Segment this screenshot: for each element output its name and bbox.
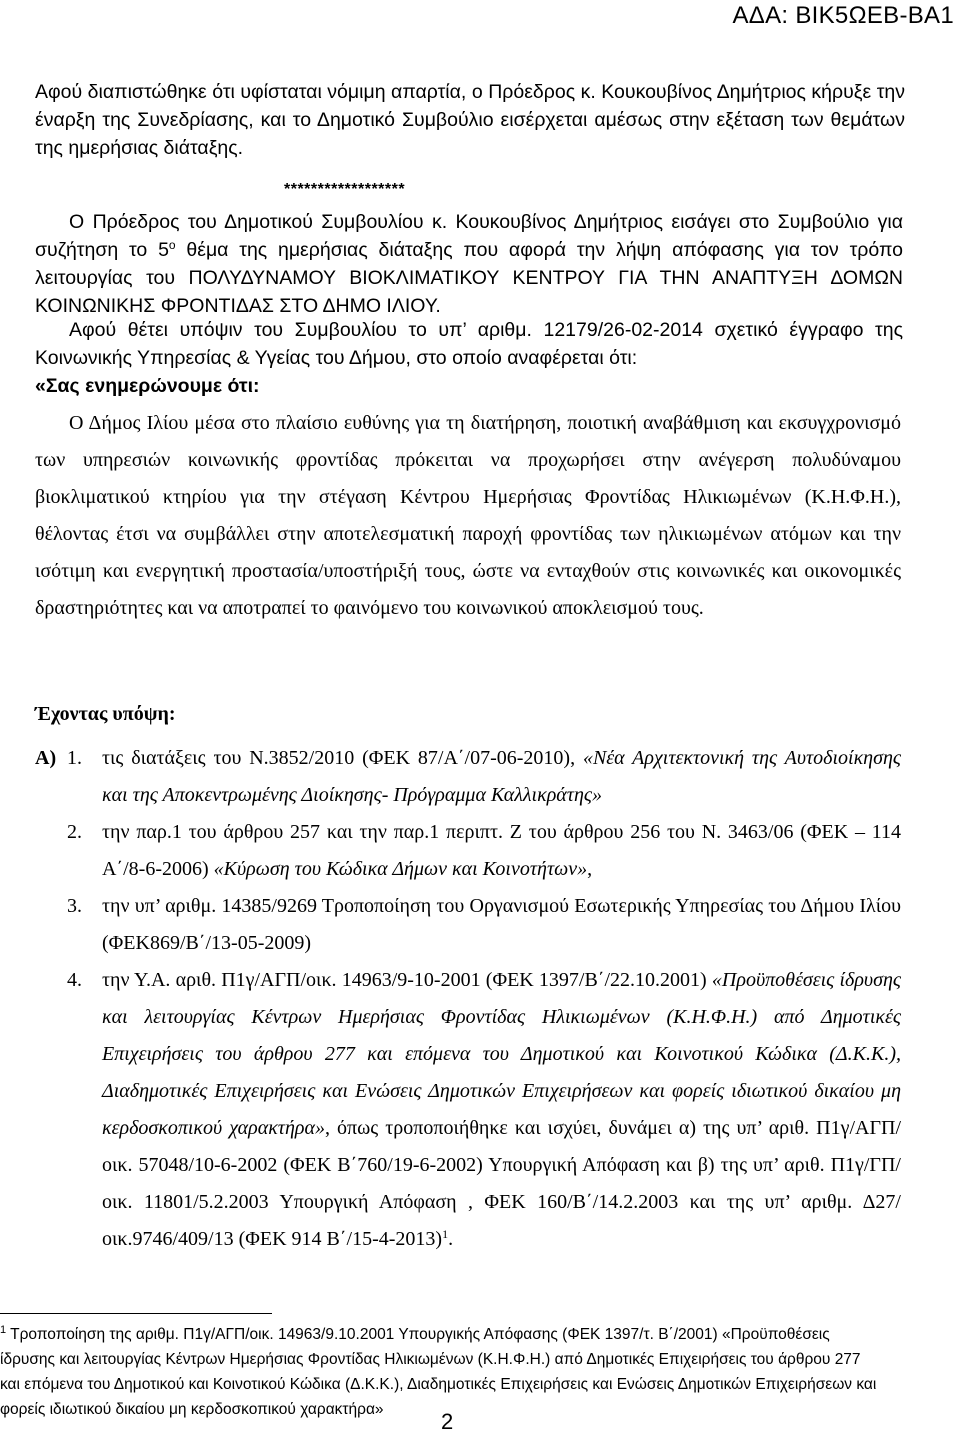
body-text: Ο Δήμος Ιλίου μέσα στο πλαίσιο ευθύνης για τη διατήρηση, ποιοτική αναβάθμιση και εκσυγχρονισμό των υπηρεσιών κοινωνικής φροντίδας πρόκειται να προχωρήσει στην ανέγερση πολυδύναμου βιοκλιματικού κτηρίου για την στέγαση Κέντρου Ημερήσιας Φροντίδας Ηλικιωμένων (Κ.Η.Φ.Η.), θέλοντας έτσι να συμβάλλει στην αποτελεσματική παροχή φροντίδας των ηλικιωμένων ατόμων και την ισότιμη και ενεργητική προστασία/υποστήριξή τους, ώστε να ενταχθούν στις κοινωνικές και οικονομικές δραστηριότητες και να αποτραπεί το φαινόμενο του κοινωνικού αποκλεισμού τους. <box>35 412 901 619</box>
document-reference-text: Αφού θέτει υπόψιν του Συμβουλίου το υπ’ αριθμ. 12179/26-02-2014 σχετικό έγγραφο της Κοινωνικής Υπηρεσίας & Υγείας του Δήμου, στο οποίο αναφέρεται ότι: <box>35 319 903 369</box>
body-paragraph <box>35 405 901 627</box>
list-item-end: . <box>448 1228 454 1250</box>
list-item-text: τις διατάξεις του Ν.3852/2010 (ΦΕΚ 87/Α΄/07-06-2010), <box>102 747 583 769</box>
list-item-tail: , <box>587 858 593 880</box>
ada-code: ΑΔΑ: ΒΙΚ5ΩΕΒ-ΒΑ1 <box>732 2 954 29</box>
separator: ****************** <box>284 181 406 198</box>
list-item <box>35 962 901 1258</box>
ordinal-superscript: ο <box>168 238 176 252</box>
list-item-italic: «Κύρωση του Κώδικα Δήμων και Κοινοτήτων» <box>213 858 588 880</box>
quote-open: «Σας ενημερώνουμε ότι: <box>35 375 260 397</box>
list-item-italic: «Προϋποθέσεις ίδρυσης και λειτουργίας Κέντρων Ημερήσιας Φροντίδας Ηλικιωμένων (Κ.Η.Φ.Η.) από Δημοτικές Επιχειρήσεις του άρθρου 277 και επόμενα του Δημοτικού και Κοινοτικού Κώδικα (Δ.Κ.Κ.), Διαδημοτικές Επιχειρήσεις και Ενώσεις Δημοτικών Επιχειρήσεων και φορείς ιδιωτικού δικαίου μη κερδοσκοπικού χαρακτήρα» <box>102 969 901 1139</box>
list-item <box>35 888 901 962</box>
intro-paragraph <box>35 208 903 320</box>
list-item-text: την Υ.Α. αριθ. Π1γ/ΑΓΠ/οικ. 14963/9-10-2001 (ΦΕΚ 1397/Β΄/22.10.2001) <box>102 969 712 991</box>
list-number: 3. <box>67 895 82 917</box>
list-prefix: Α) <box>35 747 57 769</box>
list-item <box>35 814 901 888</box>
footnote <box>0 1322 880 1422</box>
page-number: 2 <box>441 1409 454 1434</box>
intro-part2: θέμα της ημερήσιας διάταξης που αφορά την λήψη απόφασης για τον τρόπο λειτουργίας του ΠΟΛΥΔΥΝΑΜΟΥ ΒΙΟΚΛΙΜΑΤΙΚΟΥ ΚΕΝΤΡΟΥ ΓΙΑ ΤΗΝ ΑΝΑΠΤΥΞΗ ΔΟΜΩΝ ΚΟΙΝΩΝΙΚΗΣ ΦΡΟΝΤΙΔΑΣ ΣΤΟ ΔΗΜΟ ΙΛΙΟΥ. <box>35 239 903 317</box>
list-item-tail: , όπως τροποποιήθηκε και ισχύει, δυνάμει α) της υπ’ αριθ. Π1γ/ΑΓΠ/οικ. 57048/10-6-2002 (ΦΕΚ Β΄760/19-6-2002) Υπουργική Απόφαση και β) της υπ’ αριθ. Π1γ/ΓΠ/οικ. 11801/5.2.2003 Υπουργική Απόφαση , ΦΕΚ 160/Β΄/14.2.2003 και της υπ’ αριθμ. Δ27/οικ.9746/409/13 (ΦΕΚ 914 Β΄/15-4-2013) <box>102 1117 902 1250</box>
list-item-italic: «Νέα Αρχιτεκτονική της Αυτοδιοίκησης και της Αποκεντρωμένης Διοίκησης- Πρόγραμμα Καλλικράτης» <box>102 747 901 806</box>
list-number: 4. <box>67 969 82 991</box>
list-item <box>35 740 901 814</box>
list-item-text: την παρ.1 του άρθρου 257 και την παρ.1 περιπτ. Ζ του άρθρου 256 του Ν. 3463/06 (ΦΕΚ – 114 Α΄/8-6-2006) <box>102 821 901 880</box>
footnote-reference[interactable]: 1 <box>442 1227 449 1241</box>
footnote-mark: 1 <box>0 1324 7 1336</box>
list-item-text: την υπ’ αριθμ. 14385/9269 Τροποποίηση του Οργανισμού Εσωτερικής Υπηρεσίας του Δήμου Ιλίου (ΦΕΚ869/Β΄/13-05-2009) <box>102 895 901 954</box>
footnote-divider <box>0 1313 272 1314</box>
considerations-list <box>35 740 901 1258</box>
list-number: 1. <box>67 747 82 769</box>
intro-part1: Ο Πρόεδρος του Δημοτικού Συμβουλίου κ. Κουκουβίνος Δημήτριος εισάγει στο Συμβούλιο για συζήτηση το 5 <box>35 211 903 261</box>
list-number: 2. <box>67 821 82 843</box>
considerations-heading: Έχοντας υπόψη: <box>35 703 176 725</box>
footnote-text: Τροποποίηση της αριθμ. Π1γ/ΑΓΠ/οικ. 14963/9.10.2001 Υπουργικής Απόφασης (ΦΕΚ 1397/τ. Β΄/2001) «Προϋποθέσεις ίδρυσης και λειτουργίας Κέντρων Ημερήσιας Φροντίδας Ηλικιωμένων (Κ.Η.Φ.Η.) από Δημοτικές Επιχειρήσεις του άρθρου 277 και επόμενα του Δημοτικού και Κοινοτικού Κώδικα (Δ.Κ.Κ.), Διαδημοτικές Επιχειρήσεις και Ενώσεις Δημοτικών Επιχειρήσεων και φορείς ιδιωτικού δικαίου μη κερδοσκοπικού χαρακτήρα» <box>0 1326 877 1418</box>
opening-paragraph: Αφού διαπιστώθηκε ότι υφίσταται νόμιμη απαρτία, ο Πρόεδρος κ. Κουκουβίνος Δημήτριος κήρυξε την έναρξη της Συνεδρίασης, και το Δημοτικό Συμβούλιο εισέρχεται αμέσως στην εξέταση των θεμάτων της ημερήσιας διάταξης. <box>35 81 905 159</box>
document-reference-paragraph <box>35 316 903 400</box>
